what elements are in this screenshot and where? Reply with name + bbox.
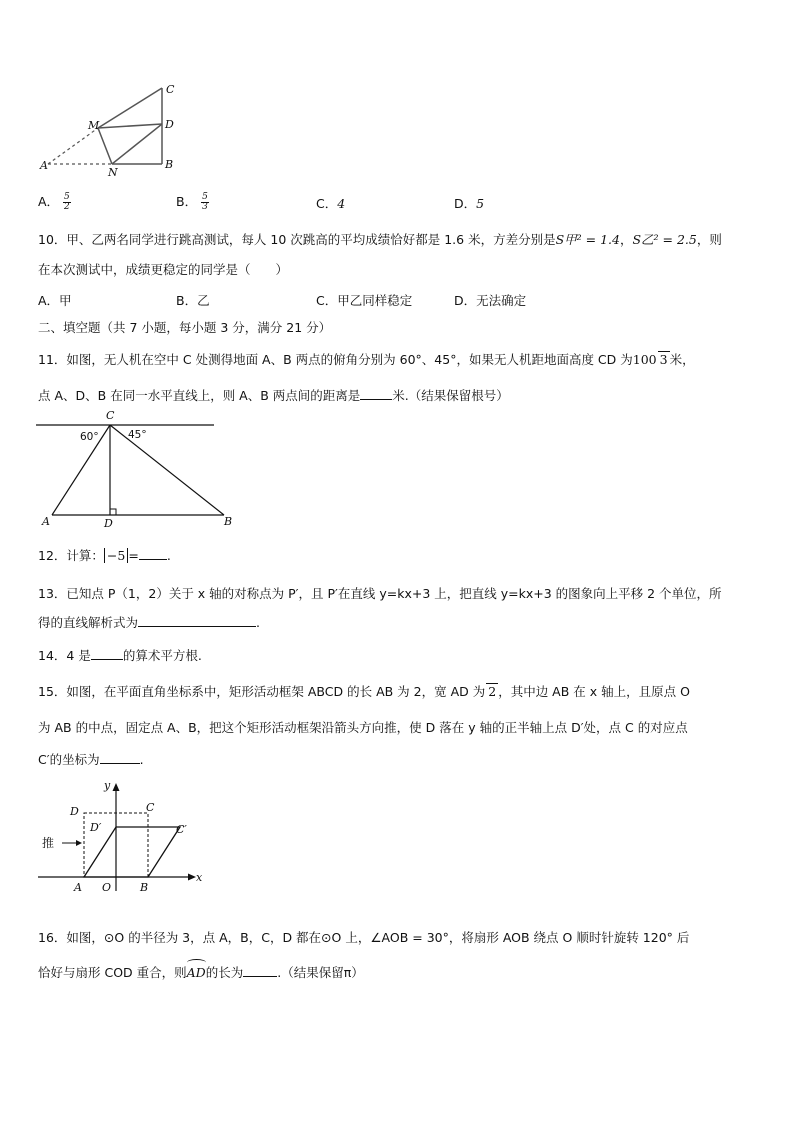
q15-label-B: B: [140, 881, 149, 894]
q9-label-M: M: [88, 119, 100, 132]
q9-line-MD: [98, 124, 162, 128]
q13-line1: 13．已知点 P（1，2）关于 x 轴的对称点为 P′，且 P′在直线 y=kx+3 上，把直线 y=kx+3 的图象向上平移 2 个单位，所: [38, 586, 722, 601]
q9-line-MN: [98, 128, 112, 164]
q15-figure: [34, 775, 214, 895]
q11-label-B: B: [224, 515, 233, 528]
q12-answer-blank[interactable]: [139, 547, 167, 560]
q14: 14．4 是 的算术平方根.: [38, 648, 202, 663]
q15-label-A: A: [74, 881, 82, 894]
q11-angle-45: 45°: [128, 429, 147, 441]
q15-label-x: x: [196, 871, 203, 884]
q11-figure: [34, 405, 254, 535]
q11-line1: 11．如图，无人机在空中 C 处测得地面 A、B 两点的俯角分别为 60°、45°，如果无人机距地面高度 CD 为100 3 米，: [38, 352, 695, 367]
q11-line2: 点 A、D、B 在同一水平直线上，则 A、B 两点间的距离是 米.（结果保留根号）: [38, 388, 509, 403]
q16-arc-AD: AD: [187, 962, 206, 980]
q11-label-D: D: [104, 517, 113, 530]
q15-width-radical: 2: [488, 684, 497, 699]
q10-line2: 在本次测试中，成绩更稳定的同学是（ ）: [38, 262, 289, 277]
q11-label-A: A: [42, 515, 50, 528]
q13-answer-blank[interactable]: [138, 614, 256, 627]
section2-heading: 二、填空题（共 7 小题，每小题 3 分，满分 21 分）: [38, 320, 332, 335]
q15-y-arrowhead: [113, 783, 120, 791]
q15-label-D: D: [70, 805, 79, 818]
q9-option-c: [316, 194, 345, 212]
q10-option-a: A．甲: [38, 293, 72, 308]
q12-abs-expression: −5: [104, 548, 128, 563]
q9-label-D: D: [165, 118, 174, 131]
q9-label-A: A: [40, 159, 48, 172]
q9-option-b-letter: B．: [176, 194, 198, 209]
q9-label-B: B: [165, 158, 174, 171]
q15-line1: 15．如图，在平面直角坐标系中，矩形活动框架 ABCD 的长 AB 为 2，宽 AD 为 2 ，其中边 AB 在 x 轴上，且原点 O: [38, 684, 690, 699]
q15-pushed-parallelogram: [84, 827, 180, 877]
q9-label-N: N: [108, 166, 118, 179]
q9-option-c-value: 4: [337, 196, 346, 211]
q13-line2: 得的直线解析式为 .: [38, 615, 260, 630]
q9-line-MC: [98, 88, 162, 128]
q14-answer-blank[interactable]: [91, 647, 123, 660]
q12: 12．计算： −5 = .: [38, 548, 171, 563]
q10-option-d: D．无法确定: [454, 293, 527, 308]
q9-option-d: [454, 194, 484, 212]
q11-height-radical: 3: [659, 352, 668, 367]
q15-line3: C′的坐标为 .: [38, 752, 144, 767]
q15-label-Dprime: D′: [90, 821, 102, 834]
q10-variance-jia: S甲² = 1.4: [555, 232, 620, 247]
q11-label-C: C: [106, 409, 115, 422]
q15-label-C: C: [146, 801, 155, 814]
q9-option-c-letter: C．: [316, 196, 338, 211]
q9-option-a-fraction: $\frac{5}{2}$: [64, 192, 70, 212]
q11-angle-60: 60°: [80, 431, 99, 443]
q9-dashed-AM: [48, 128, 98, 164]
q15-label-O: O: [102, 881, 112, 894]
q11-right-angle-mark: [110, 509, 116, 515]
q10-option-b: B．乙: [176, 293, 210, 308]
q15-label-Cprime: C′: [176, 823, 187, 836]
q15-line2: 为 AB 的中点，固定点 A、B，把这个矩形活动框架沿箭头方向推，使 D 落在 y 轴的正半轴上点 D′处，点 C 的对应点: [38, 720, 688, 735]
q9-option-b: [176, 192, 209, 212]
q9-option-b-fraction: $\frac{5}{3}$: [202, 192, 208, 212]
q9-option-a: [38, 192, 71, 212]
q9-figure: [30, 80, 190, 180]
q9-line-ND: [112, 124, 162, 164]
q16-line2: 恰好与扇形 COD 重合，则 AD的长为 .（结果保留π）: [38, 962, 364, 981]
q15-push-arrowhead: [76, 840, 82, 846]
q15-x-arrowhead: [188, 874, 196, 881]
q15-label-y: y: [104, 779, 111, 792]
q16-answer-blank[interactable]: [243, 964, 277, 977]
q10-variance-yi: S乙² = 2.5: [632, 232, 697, 247]
q15-label-push: 推: [42, 836, 55, 850]
q10-line1: 10．甲、乙两名同学进行跳高测试，每人 10 次跳高的平均成绩恰好都是 1.6 米，方差分别是S甲² = 1.4，S乙² = 2.5，则: [38, 232, 722, 247]
q11-answer-blank[interactable]: [360, 387, 392, 400]
q9-option-d-value: 5: [476, 196, 485, 211]
q11-height-coef: 100: [632, 352, 657, 367]
q9-option-d-letter: D．: [454, 196, 477, 211]
q15-answer-blank[interactable]: [100, 751, 140, 764]
q10-option-c: C．甲乙同样稳定: [316, 293, 413, 308]
q16-line1: 16．如图，⊙O 的半径为 3，点 A，B，C，D 都在⊙O 上，∠AOB = 30°，将扇形 AOB 绕点 O 顺时针旋转 120° 后: [38, 930, 690, 945]
q9-option-a-letter: A．: [38, 194, 60, 209]
q9-label-C: C: [166, 83, 175, 96]
